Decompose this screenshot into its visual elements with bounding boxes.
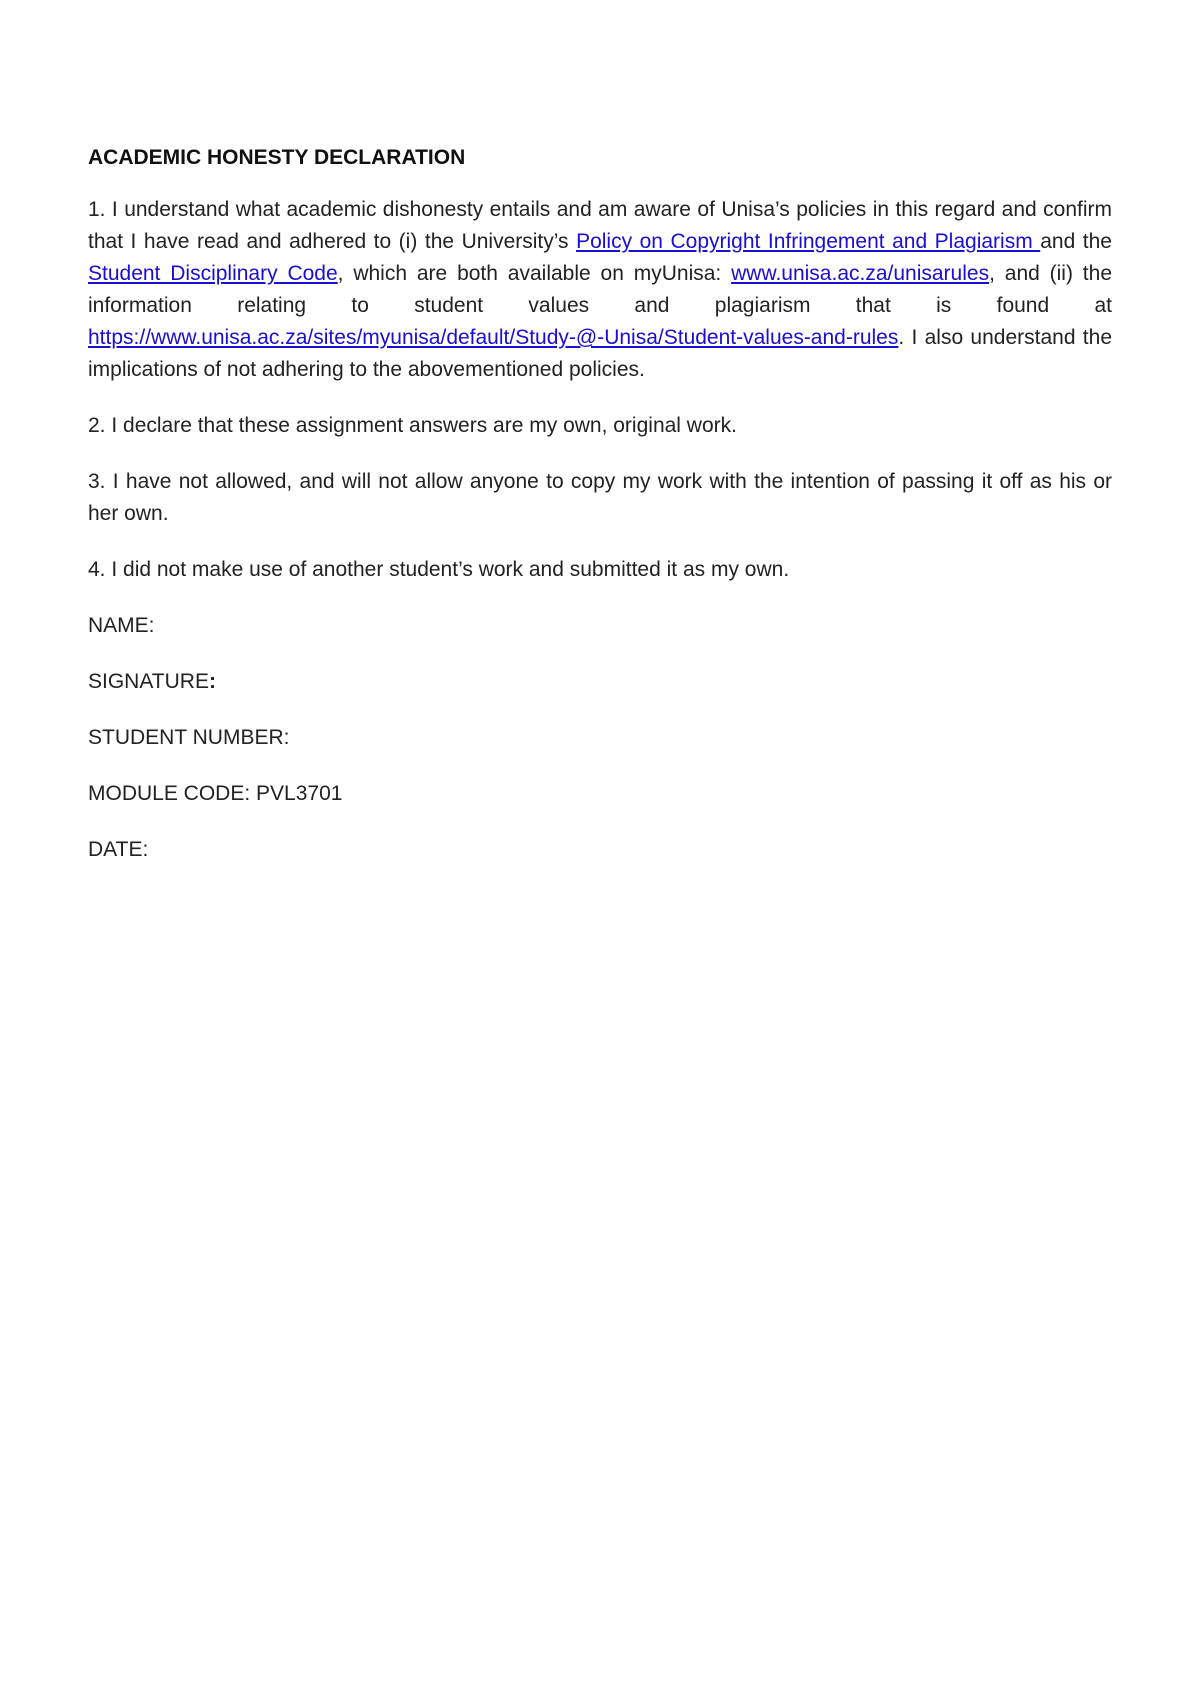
module-code-value: PVL3701 [256,782,343,805]
student-number-label: STUDENT NUMBER: [88,726,290,749]
name-field [88,610,1112,642]
declaration-item-4: 4. I did not make use of another student’s work and submitted it as my own. [88,558,790,581]
declaration-item-3: 3. I have not allowed, and will not allow anyone to copy my work with the intention of passing it off as his or her own. [88,470,1112,525]
signature-label: SIGNATURE [88,670,209,693]
item-1-text-a: 1. I understand what academic dishonesty entails and am aware of Unisa’s policies in this regard and confirm that I have read and adhered to (i) the University’s [88,198,1112,253]
document-page [88,140,1112,890]
module-code-field [88,778,1112,810]
item-1-text-d: , and (ii) the information relating to student values and plagiarism that is found at [88,262,1113,317]
signature-colon: : [208,670,216,693]
student-values-link[interactable]: https://www.unisa.ac.za/sites/myunisa/default/Study-@-Unisa/Student-values-and-rules [88,326,899,349]
item-1-text-b: and the [1040,230,1112,253]
date-field [88,834,1112,866]
document-title: ACADEMIC HONESTY DECLARATION [88,146,466,169]
declaration-item-2: 2. I declare that these assignment answers are my own, original work. [88,414,737,437]
name-label: NAME: [88,614,155,637]
policy-copyright-link[interactable]: Policy on Copyright Infringement and Plagiarism [576,230,1041,253]
unisarules-link[interactable]: www.unisa.ac.za/unisarules [731,262,990,285]
item-1-text-e: . I also understand the implications of not adhering to the abovementioned policies. [88,326,1112,381]
module-code-label: MODULE CODE: [88,782,251,805]
disciplinary-code-link[interactable]: Student Disciplinary Code [88,262,338,285]
declaration-item-1 [88,194,1112,386]
date-label: DATE: [88,838,149,861]
item-1-text-c: , which are both available on myUnisa: [337,262,732,285]
signature-field [88,666,1112,698]
student-number-field [88,722,1112,754]
